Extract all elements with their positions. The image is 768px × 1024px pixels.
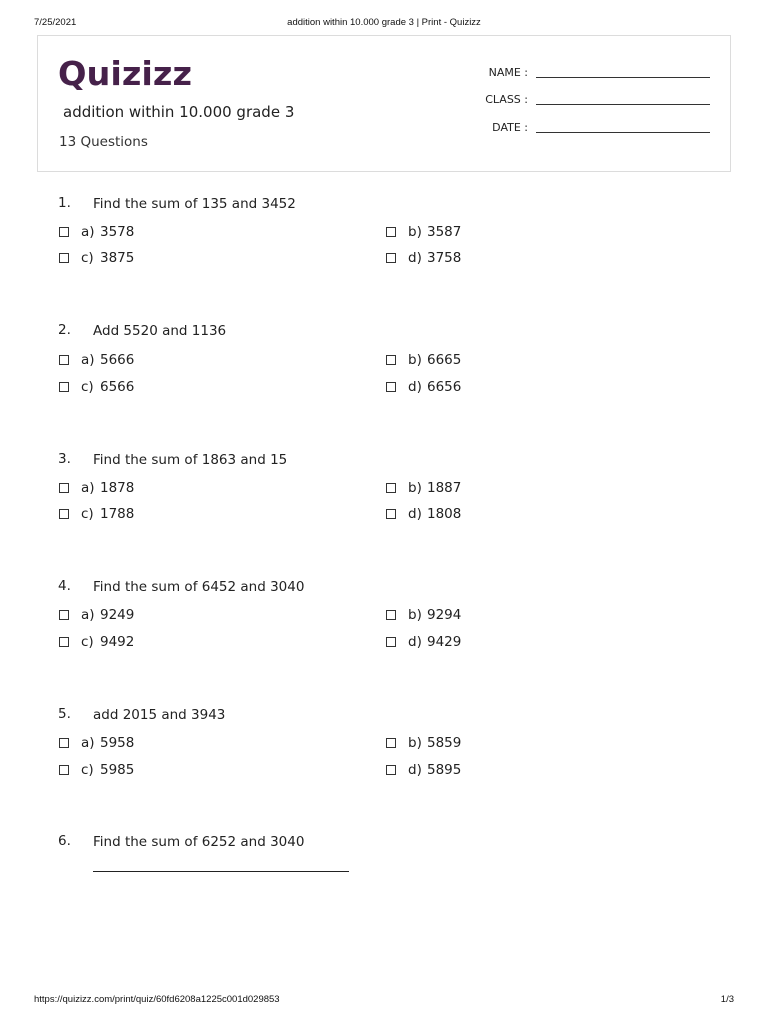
checkbox-icon[interactable] <box>59 227 69 237</box>
option-value: 1808 <box>427 506 462 522</box>
checkbox-icon[interactable] <box>386 227 396 237</box>
option-value: 3587 <box>427 224 462 240</box>
option-value: 6656 <box>427 379 462 395</box>
class-label: CLASS : <box>485 93 528 106</box>
option-letter: c) <box>81 634 94 650</box>
option-letter: d) <box>408 634 422 650</box>
name-label: NAME : <box>488 66 528 79</box>
class-field <box>38 93 732 113</box>
option-letter: d) <box>408 506 422 522</box>
option-letter: a) <box>81 352 95 368</box>
checkbox-icon[interactable] <box>59 738 69 748</box>
checkbox-icon[interactable] <box>386 253 396 263</box>
answer-line[interactable] <box>93 871 349 872</box>
option-value: 1887 <box>427 480 462 496</box>
option-letter: a) <box>81 735 95 751</box>
date-field <box>38 121 732 141</box>
checkbox-icon[interactable] <box>59 382 69 392</box>
checkbox-icon[interactable] <box>59 765 69 775</box>
option-letter: d) <box>408 762 422 778</box>
question-text: add 2015 and 3943 <box>93 707 226 723</box>
checkbox-icon[interactable] <box>59 483 69 493</box>
name-line <box>536 77 710 78</box>
quiz-title: addition within 10.000 grade 3 <box>63 103 295 121</box>
option-letter: a) <box>81 224 95 240</box>
option-value: 9492 <box>100 634 135 650</box>
page-number: 1/3 <box>720 994 734 1005</box>
option-value: 6665 <box>427 352 462 368</box>
class-line <box>536 104 710 105</box>
option-letter: a) <box>81 607 95 623</box>
checkbox-icon[interactable] <box>59 355 69 365</box>
checkbox-icon[interactable] <box>386 355 396 365</box>
print-date: 7/25/2021 <box>34 17 77 28</box>
option-letter: d) <box>408 379 422 395</box>
option-value: 5859 <box>427 735 462 751</box>
question-text: Add 5520 and 1136 <box>93 323 227 339</box>
question-number: 5. <box>58 706 71 722</box>
checkbox-icon[interactable] <box>386 610 396 620</box>
option-value: 1878 <box>100 480 135 496</box>
checkbox-icon[interactable] <box>59 253 69 263</box>
question-text: Find the sum of 6452 and 3040 <box>93 579 305 595</box>
question-number: 6. <box>58 833 71 849</box>
option-value: 1788 <box>100 506 135 522</box>
question-number: 2. <box>58 322 71 338</box>
option-value: 3578 <box>100 224 135 240</box>
checkbox-icon[interactable] <box>386 382 396 392</box>
checkbox-icon[interactable] <box>386 738 396 748</box>
checkbox-icon[interactable] <box>386 509 396 519</box>
question-count: 13 Questions <box>59 134 148 150</box>
option-value: 5666 <box>100 352 135 368</box>
print-url: https://quizizz.com/print/quiz/60fd6208a1225c001d029853 <box>34 994 280 1005</box>
option-value: 3758 <box>427 250 462 266</box>
checkbox-icon[interactable] <box>386 637 396 647</box>
option-letter: b) <box>408 224 422 240</box>
question-number: 3. <box>58 451 71 467</box>
worksheet-header <box>37 35 731 172</box>
checkbox-icon[interactable] <box>59 637 69 647</box>
option-value: 5958 <box>100 735 135 751</box>
checkbox-icon[interactable] <box>386 483 396 493</box>
option-letter: d) <box>408 250 422 266</box>
question-text: Find the sum of 135 and 3452 <box>93 196 296 212</box>
option-value: 9294 <box>427 607 462 623</box>
date-line <box>536 132 710 133</box>
option-value: 9429 <box>427 634 462 650</box>
checkbox-icon[interactable] <box>59 509 69 519</box>
checkbox-icon[interactable] <box>59 610 69 620</box>
question-text: Find the sum of 1863 and 15 <box>93 452 288 468</box>
option-value: 9249 <box>100 607 135 623</box>
option-value: 5895 <box>427 762 462 778</box>
option-letter: b) <box>408 352 422 368</box>
option-letter: b) <box>408 480 422 496</box>
print-footer <box>34 994 734 1008</box>
option-letter: b) <box>408 607 422 623</box>
print-title: addition within 10.000 grade 3 | Print - Quizizz <box>287 17 481 28</box>
svg-text:Quizizz: Quizizz <box>58 54 193 92</box>
option-value: 6566 <box>100 379 135 395</box>
question-number: 4. <box>58 578 71 594</box>
checkbox-icon[interactable] <box>386 765 396 775</box>
name-field <box>38 66 732 86</box>
question-number: 1. <box>58 195 71 211</box>
question-text: Find the sum of 6252 and 3040 <box>93 834 305 850</box>
option-letter: c) <box>81 506 94 522</box>
date-label: DATE : <box>492 121 528 134</box>
print-header <box>34 17 734 31</box>
option-letter: a) <box>81 480 95 496</box>
option-letter: c) <box>81 379 94 395</box>
option-value: 3875 <box>100 250 135 266</box>
option-value: 5985 <box>100 762 135 778</box>
option-letter: c) <box>81 250 94 266</box>
option-letter: c) <box>81 762 94 778</box>
option-letter: b) <box>408 735 422 751</box>
